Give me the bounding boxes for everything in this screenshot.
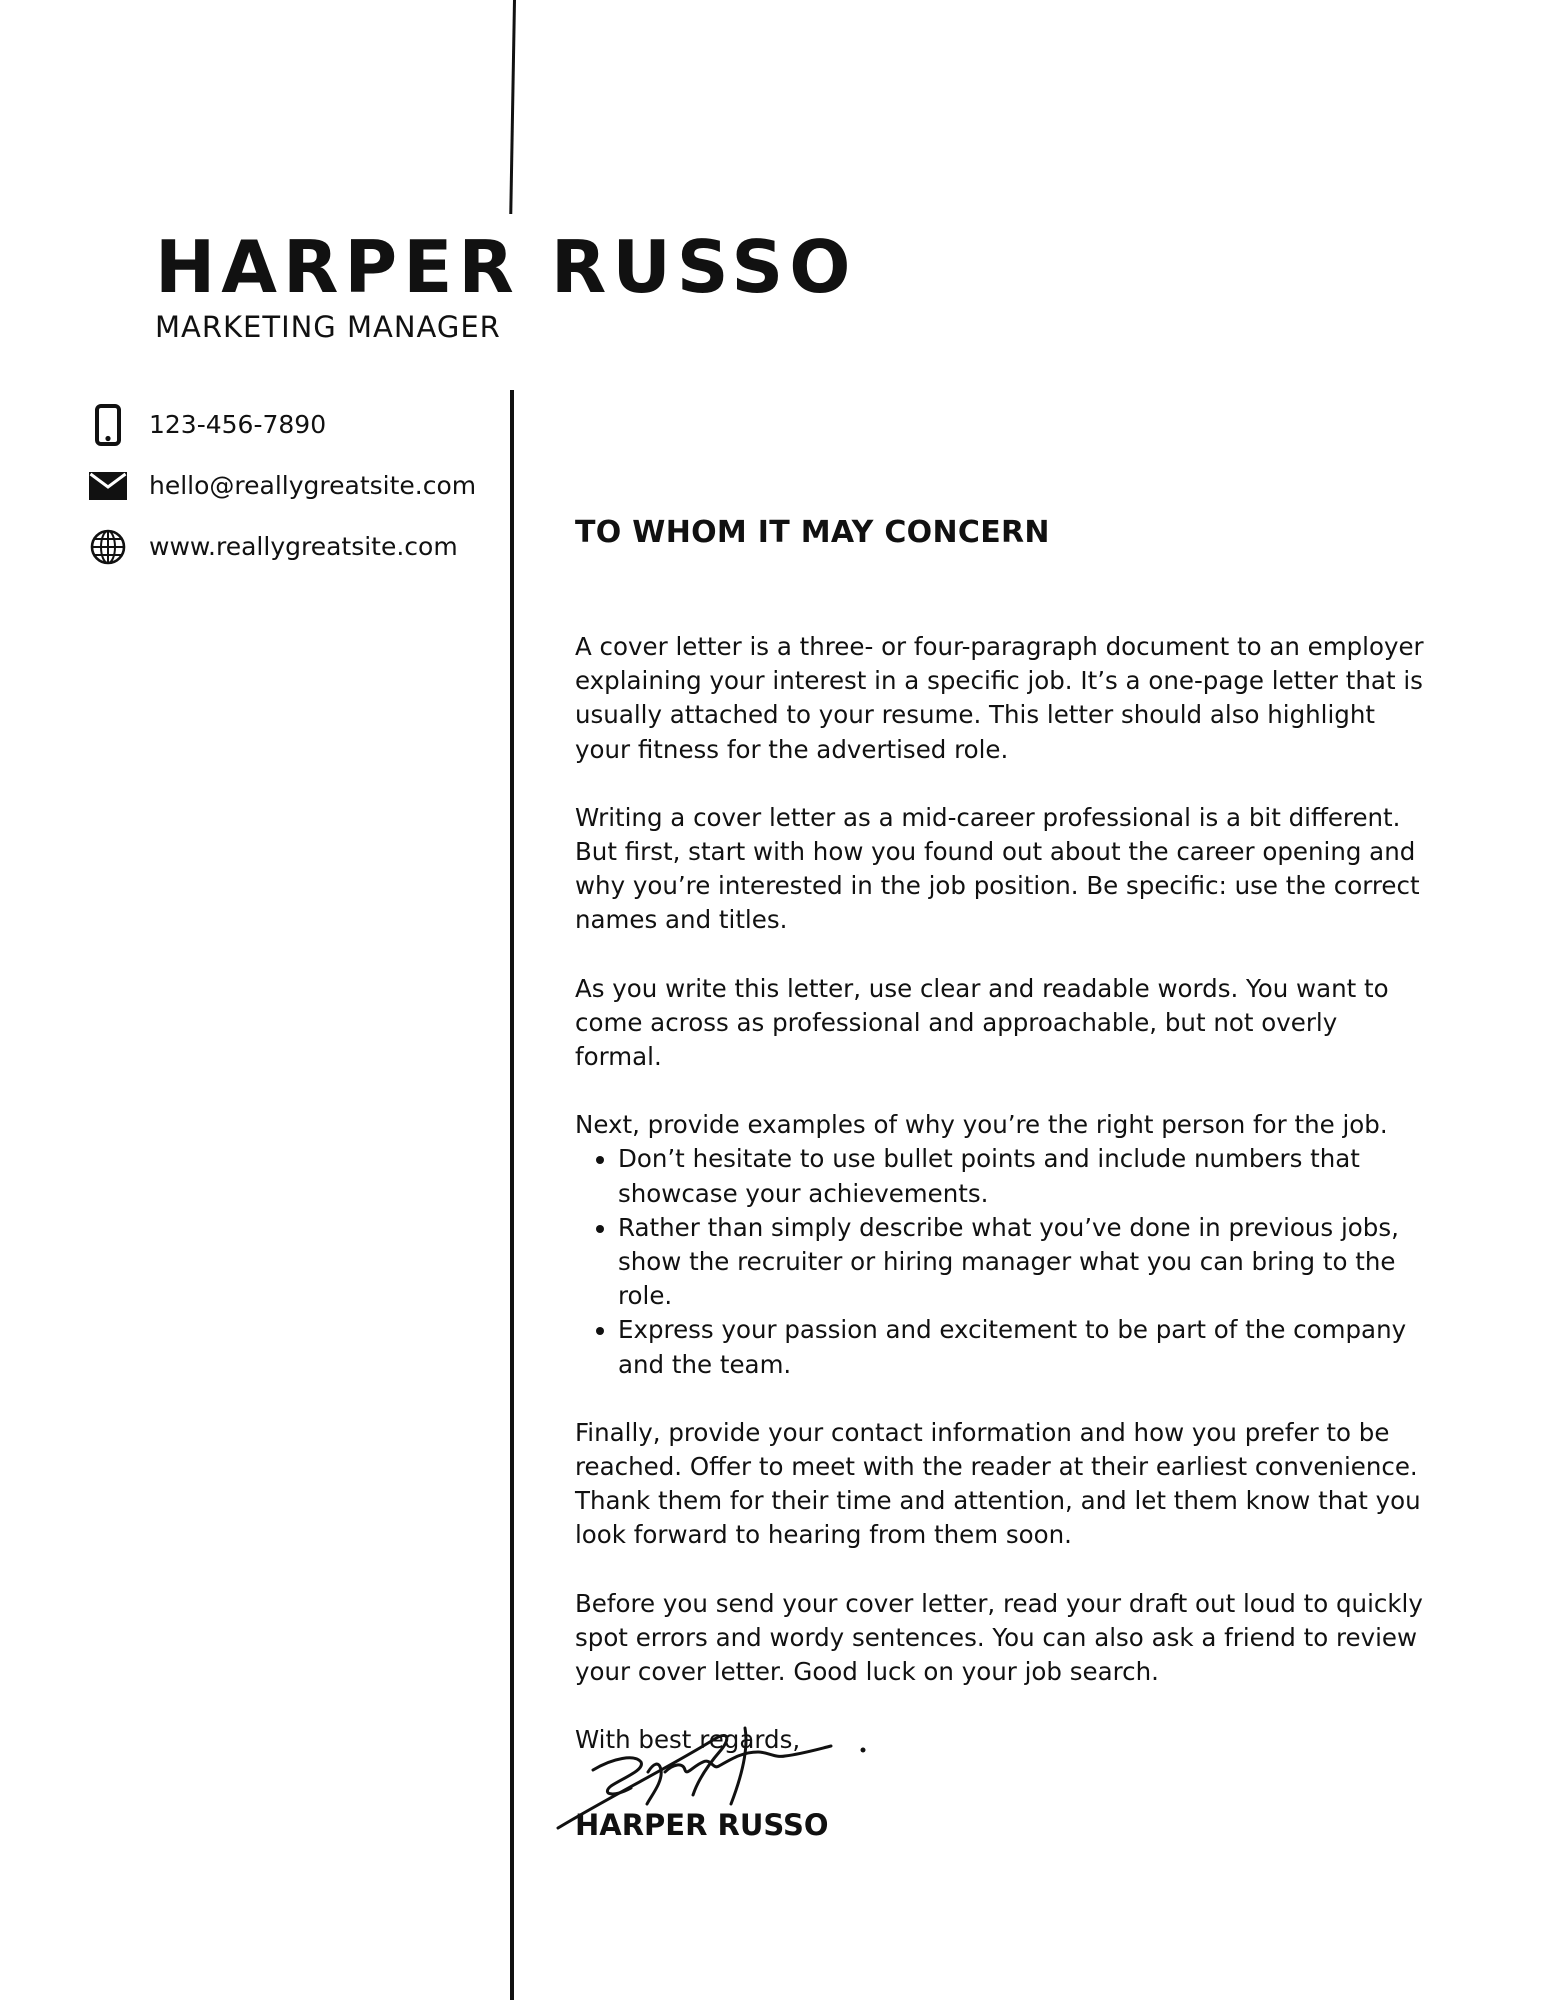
paragraph: As you write this letter, use clear and readable words. You want to come across as professional and approachable, but not overly formal. [575,973,1389,1072]
bullet-item: • Rather than simply describe what you’ve done in previous jobs, show the recruiter or hiring manager what you can bring to the role. [618,1211,1425,1314]
contact-phone [85,394,495,455]
phone-icon [85,402,131,448]
closing: With best regards, [575,1725,801,1755]
globe-icon [85,524,131,570]
signature-name: HARPER RUSSO [575,1808,829,1842]
phone-text: 123-456-7890 [149,410,327,439]
salutation: TO WHOM IT MAY CONCERN [575,515,1050,550]
top-vertical-line [509,0,516,214]
paragraph: Finally, provide your contact information and how you prefer to be reached. Offer to meet with the reader at their earliest convenience. Thank them for their time and attention, and let them know that you look forward to hearing from them soon. [575,1417,1421,1550]
contact-list [85,394,495,577]
examples-intro: Next, provide examples of why you’re the right person for the job. [575,1110,1388,1140]
bullet-item: • Express your passion and excitement to be part of the company and the team. [618,1313,1425,1381]
bullet-item: • Don’t hesitate to use bullet points and include numbers that showcase your achievements. [618,1142,1425,1210]
contact-website [85,516,495,577]
column-divider [510,390,514,2000]
paragraph: Before you send your cover letter, read your draft out loud to quickly spot errors and wordy sentences. You can also ask a friend to review your cover letter. Good luck on your job search. [575,1588,1423,1687]
email-icon [85,463,131,509]
bullet-list [575,1142,1425,1381]
applicant-name: HARPER RUSSO [155,225,857,309]
website-text: www.reallygreatsite.com [149,532,458,561]
job-title: MARKETING MANAGER [155,310,501,344]
email-text: hello@reallygreatsite.com [149,471,477,500]
paragraph: Writing a cover letter as a mid-career professional is a bit different. But first, start with how you found out about the career opening and why you’re interested in the job position. Be specific: use the correct names and titles. [575,802,1420,935]
contact-email [85,455,495,516]
letter-body [575,508,1425,1757]
paragraph: A cover letter is a three- or four-paragraph document to an employer explaining your interest in a specific job. It’s a one-page letter that is usually attached to your resume. This letter should also highlight your fitness for the advertised role. [575,632,1424,764]
